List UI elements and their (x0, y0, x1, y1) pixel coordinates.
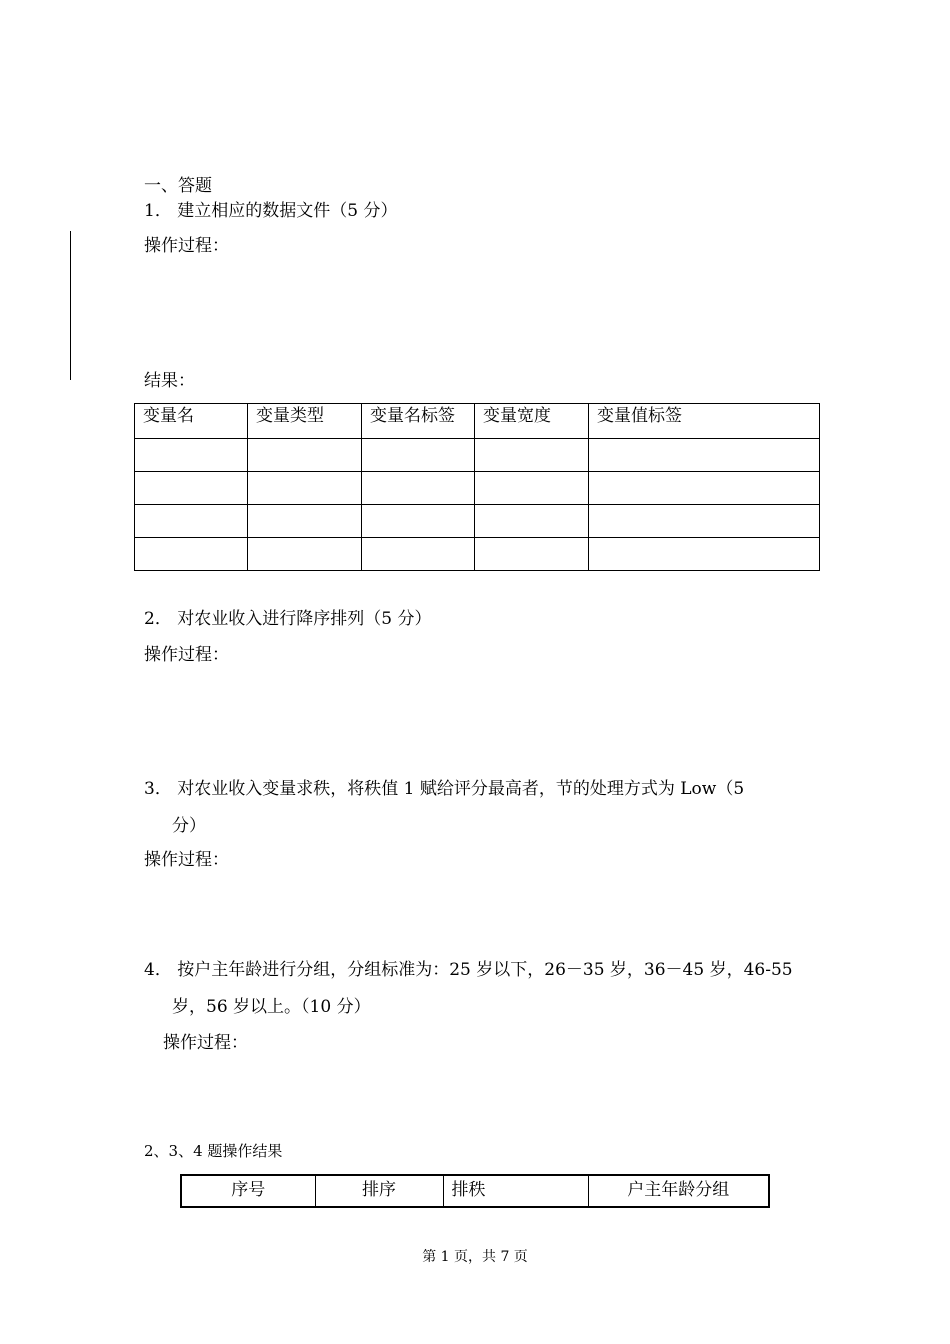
header-cell: 户主年龄分组 (588, 1175, 769, 1207)
q3-title-line2: 分） (172, 816, 206, 836)
table-row (135, 439, 820, 472)
table-cell[interactable] (362, 472, 475, 505)
section-title: 一、答题 (144, 176, 212, 196)
header-cell: 变量名 (135, 404, 248, 439)
header-cell: 排序 (315, 1175, 443, 1207)
table-cell[interactable] (589, 505, 820, 538)
table-cell[interactable] (248, 505, 362, 538)
table-row (135, 505, 820, 538)
table-cell[interactable] (475, 538, 589, 571)
q2-title: 2． 对农业收入进行降序排列（5 分） (144, 609, 432, 629)
results-table (180, 1174, 770, 1208)
table-cell[interactable] (248, 439, 362, 472)
table-cell[interactable] (362, 439, 475, 472)
q3-process-label: 操作过程： (144, 850, 229, 870)
q1-title: 1． 建立相应的数据文件（5 分） (144, 201, 398, 221)
q4-title-line2: 岁，56 岁以上。（10 分） (172, 997, 371, 1017)
table-header-row (135, 404, 820, 439)
table-cell[interactable] (248, 538, 362, 571)
table-cell[interactable] (475, 472, 589, 505)
header-cell: 排秩 (443, 1175, 588, 1207)
results-label: 2、3、4 题操作结果 (144, 1142, 283, 1160)
header-cell: 序号 (181, 1175, 315, 1207)
table-cell[interactable] (135, 439, 248, 472)
q1-process-label: 操作过程： (144, 236, 229, 256)
table-cell[interactable] (475, 505, 589, 538)
variables-table (134, 403, 820, 571)
table-row (135, 472, 820, 505)
header-cell: 变量类型 (248, 404, 362, 439)
table-cell[interactable] (589, 439, 820, 472)
table-cell[interactable] (589, 538, 820, 571)
header-cell: 变量值标签 (589, 404, 820, 439)
q1-result-label: 结果： (144, 371, 195, 391)
table-cell[interactable] (248, 472, 362, 505)
header-cell: 变量宽度 (475, 404, 589, 439)
table-cell[interactable] (135, 538, 248, 571)
table-cell[interactable] (135, 472, 248, 505)
q3-title-line1: 3． 对农业收入变量求秩，将秩值 1 赋给评分最高者，节的处理方式为 Low（5 (144, 779, 745, 799)
table-cell[interactable] (362, 538, 475, 571)
margin-line (70, 231, 71, 380)
table-header-row (181, 1175, 769, 1207)
q2-process-label: 操作过程： (144, 645, 229, 665)
table-cell[interactable] (589, 472, 820, 505)
table-row (135, 538, 820, 571)
table-cell[interactable] (475, 439, 589, 472)
table-cell[interactable] (362, 505, 475, 538)
table-cell[interactable] (135, 505, 248, 538)
header-cell: 变量名标签 (362, 404, 475, 439)
q4-process-label: 操作过程： (163, 1033, 248, 1053)
page-footer: 第 1 页，共 7 页 (422, 1249, 528, 1265)
q4-title-line1: 4． 按户主年龄进行分组，分组标准为：25 岁以下，26－35 岁，36－45 岁，46-55 (144, 960, 793, 980)
